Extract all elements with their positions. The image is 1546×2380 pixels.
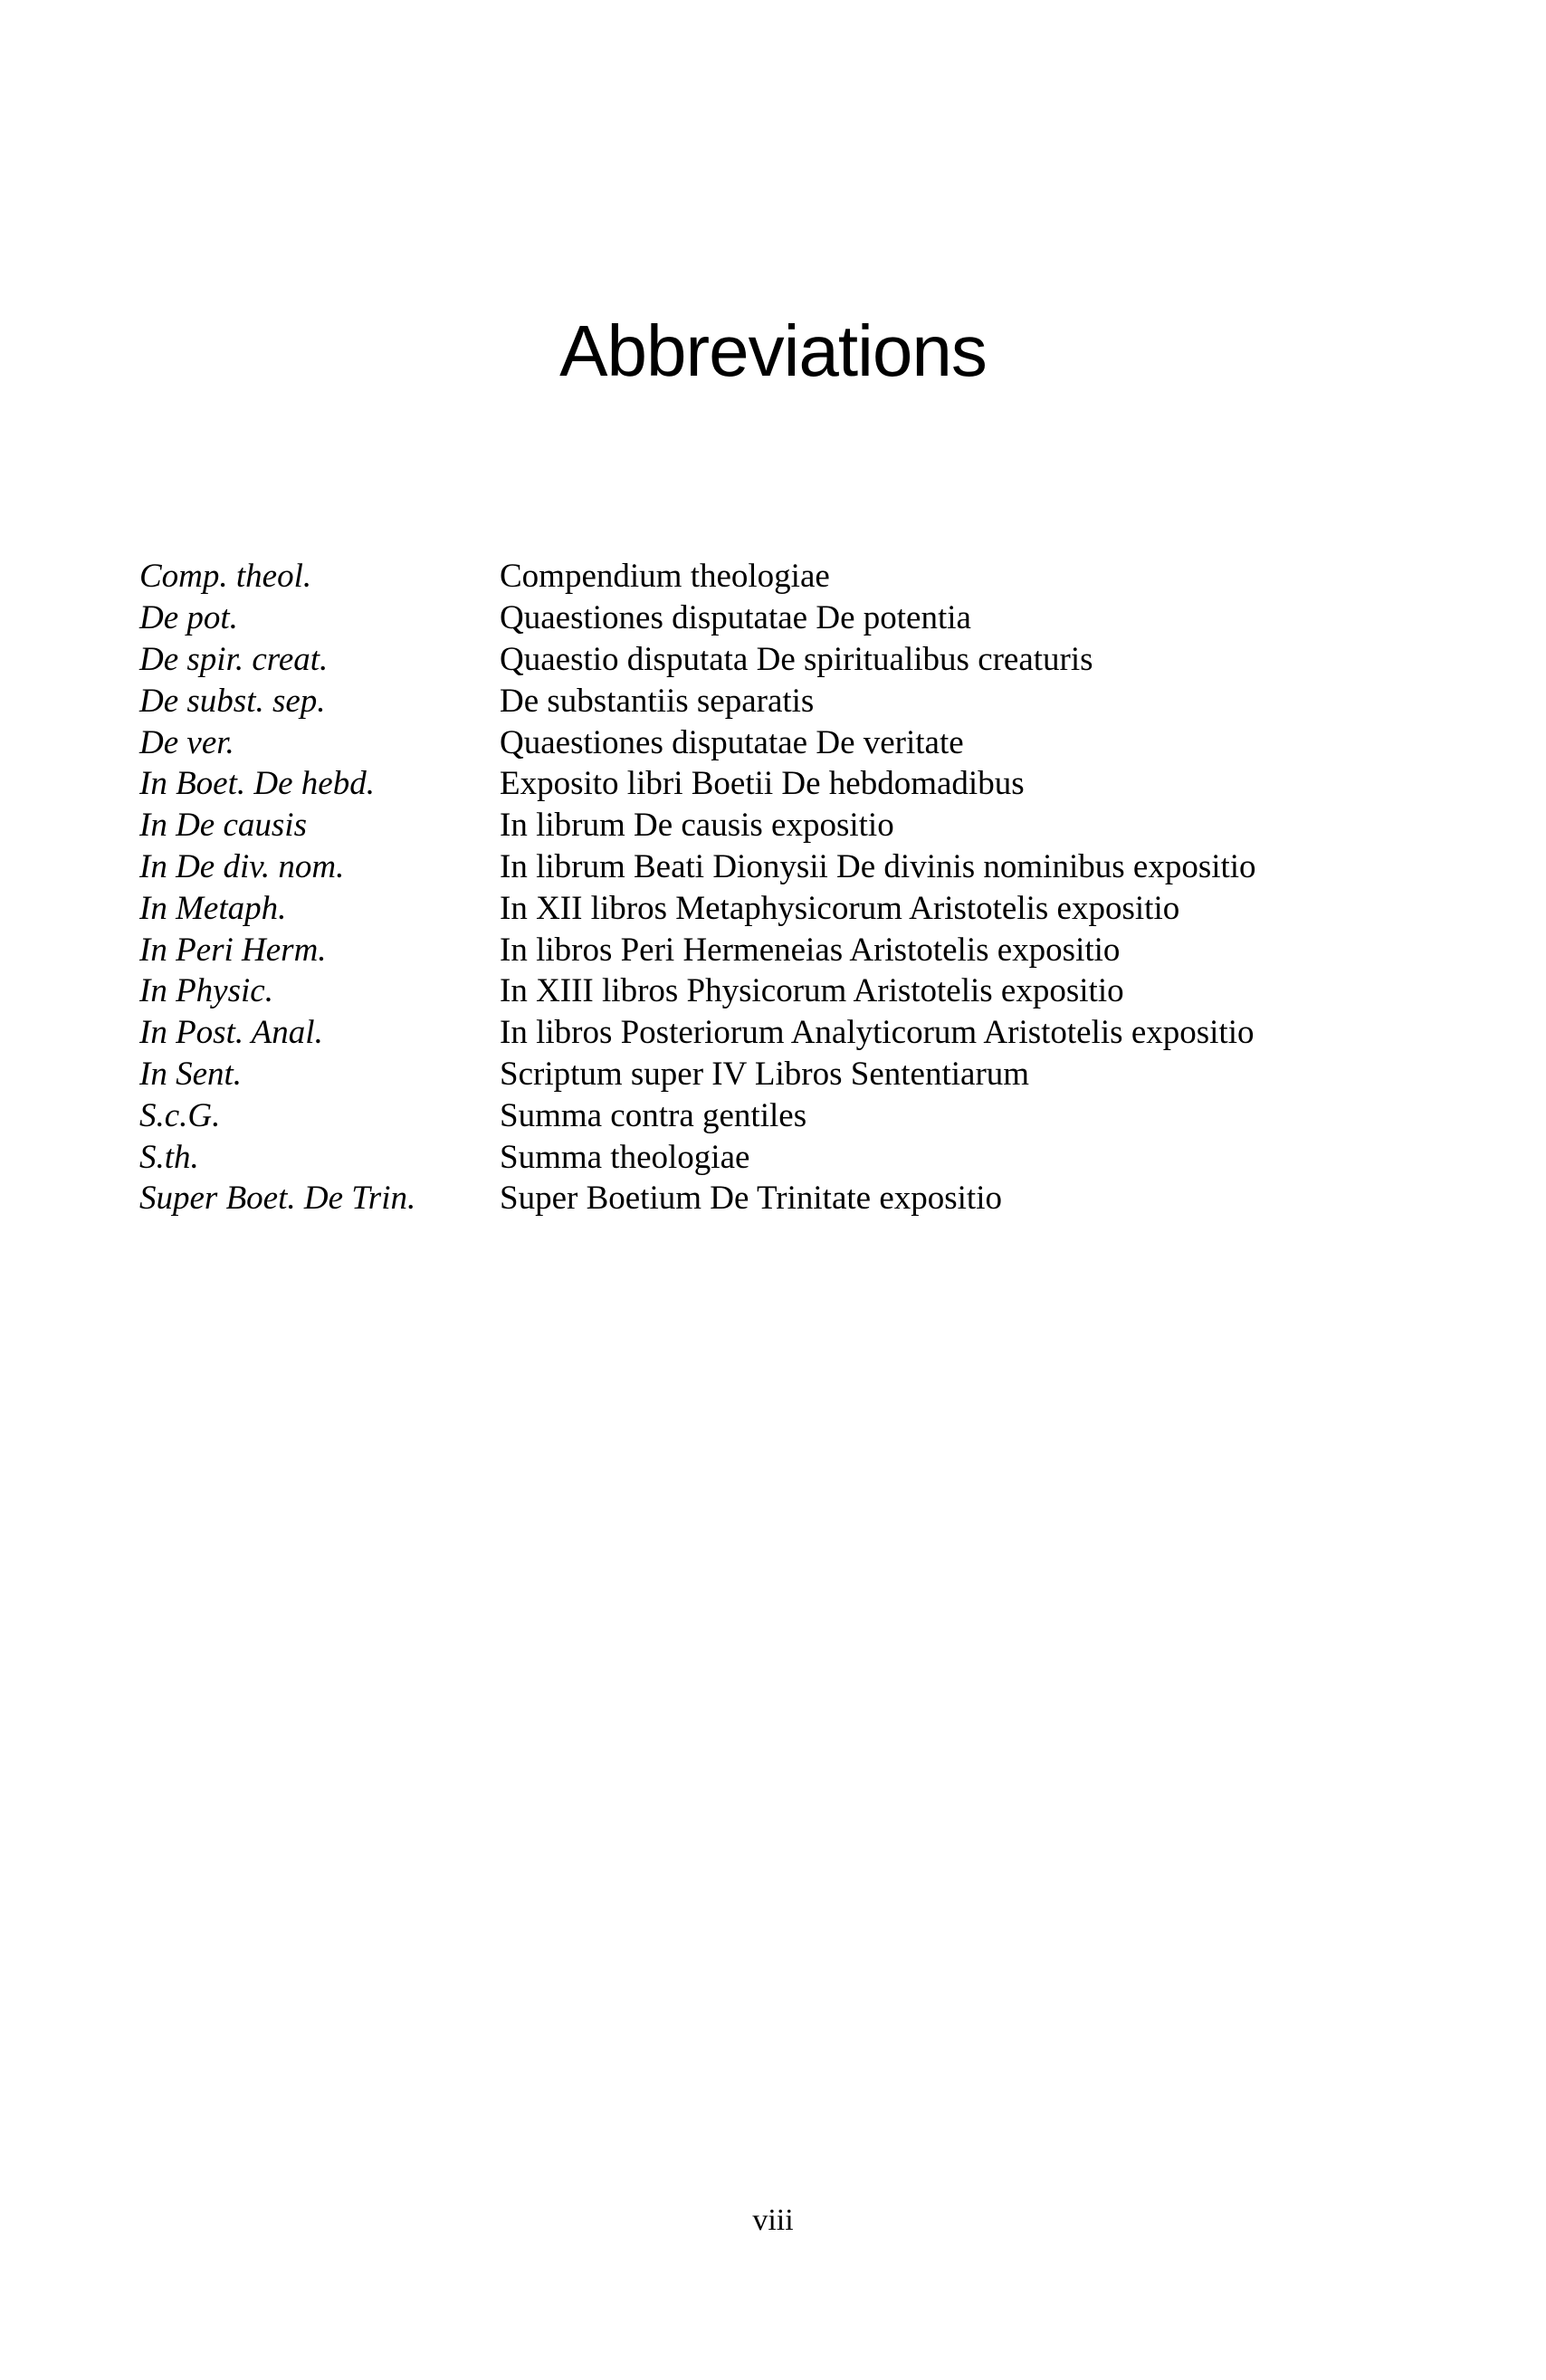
abbreviation-expansion: Scriptum super IV Libros Sententiarum xyxy=(500,1055,1030,1093)
abbreviation-row xyxy=(139,597,1407,639)
abbreviation-term: S.c.G. xyxy=(139,1096,221,1134)
abbreviation-row xyxy=(139,805,1407,846)
abbreviation-expansion: In libros Peri Hermeneias Aristotelis expositio xyxy=(500,931,1121,969)
page-title: Abbreviations xyxy=(559,311,987,391)
abbreviation-expansion: Quaestiones disputatae De veritate xyxy=(500,723,964,761)
abbreviation-term: In De causis xyxy=(139,807,307,845)
abbreviation-row xyxy=(139,763,1407,805)
abbreviation-expansion: In XII libros Metaphysicorum Aristotelis expositio xyxy=(500,889,1180,927)
abbreviation-row xyxy=(139,680,1407,722)
abbreviation-term: Super Boet. De Trin. xyxy=(139,1180,416,1218)
abbreviation-row xyxy=(139,887,1407,929)
abbreviation-term: In Post. Anal. xyxy=(139,1014,323,1052)
page-number: viii xyxy=(752,2203,794,2237)
abbreviation-term: In Peri Herm. xyxy=(139,931,327,969)
abbreviation-expansion: In XIII libros Physicorum Aristotelis expositio xyxy=(500,972,1124,1010)
abbreviation-expansion: Quaestiones disputatae De potentia xyxy=(500,599,971,637)
abbreviation-expansion: Quaestio disputata De spiritualibus creaturis xyxy=(500,640,1093,678)
abbreviation-list xyxy=(139,556,1407,1219)
abbreviation-term: In Physic. xyxy=(139,972,273,1010)
abbreviation-term: Comp. theol. xyxy=(139,558,312,596)
abbreviation-term: De subst. sep. xyxy=(139,682,326,720)
abbreviation-expansion: De substantiis separatis xyxy=(500,682,815,720)
abbreviation-expansion: Summa contra gentiles xyxy=(500,1096,807,1134)
abbreviation-row xyxy=(139,722,1407,763)
abbreviation-term: In Metaph. xyxy=(139,889,287,927)
abbreviation-expansion: Summa theologiae xyxy=(500,1138,750,1176)
abbreviation-expansion: In librum Beati Dionysii De divinis nominibus expositio xyxy=(500,847,1256,885)
abbreviation-term: De ver. xyxy=(139,723,234,761)
abbreviation-row xyxy=(139,970,1407,1012)
abbreviation-term: De spir. creat. xyxy=(139,640,329,678)
abbreviation-expansion: In libros Posteriorum Analyticorum Aristotelis expositio xyxy=(500,1014,1255,1052)
abbreviation-row xyxy=(139,1094,1407,1136)
abbreviation-row xyxy=(139,1012,1407,1054)
abbreviation-expansion: Super Boetium De Trinitate expositio xyxy=(500,1180,1002,1218)
abbreviation-expansion: In librum De causis expositio xyxy=(500,807,894,845)
abbreviation-term: S.th. xyxy=(139,1138,199,1176)
abbreviation-expansion: Compendium theologiae xyxy=(500,558,830,596)
abbreviation-term: In Boet. De hebd. xyxy=(139,765,375,803)
abbreviation-row xyxy=(139,929,1407,970)
abbreviation-row xyxy=(139,556,1407,597)
abbreviation-row xyxy=(139,639,1407,681)
abbreviation-term: In Sent. xyxy=(139,1055,243,1093)
abbreviation-term: In De div. nom. xyxy=(139,847,345,885)
abbreviation-row xyxy=(139,1136,1407,1178)
abbreviation-row xyxy=(139,1054,1407,1095)
abbreviation-row xyxy=(139,846,1407,888)
abbreviation-expansion: Exposito libri Boetii De hebdomadibus xyxy=(500,765,1025,803)
abbreviation-row xyxy=(139,1178,1407,1219)
abbreviation-term: De pot. xyxy=(139,599,238,637)
